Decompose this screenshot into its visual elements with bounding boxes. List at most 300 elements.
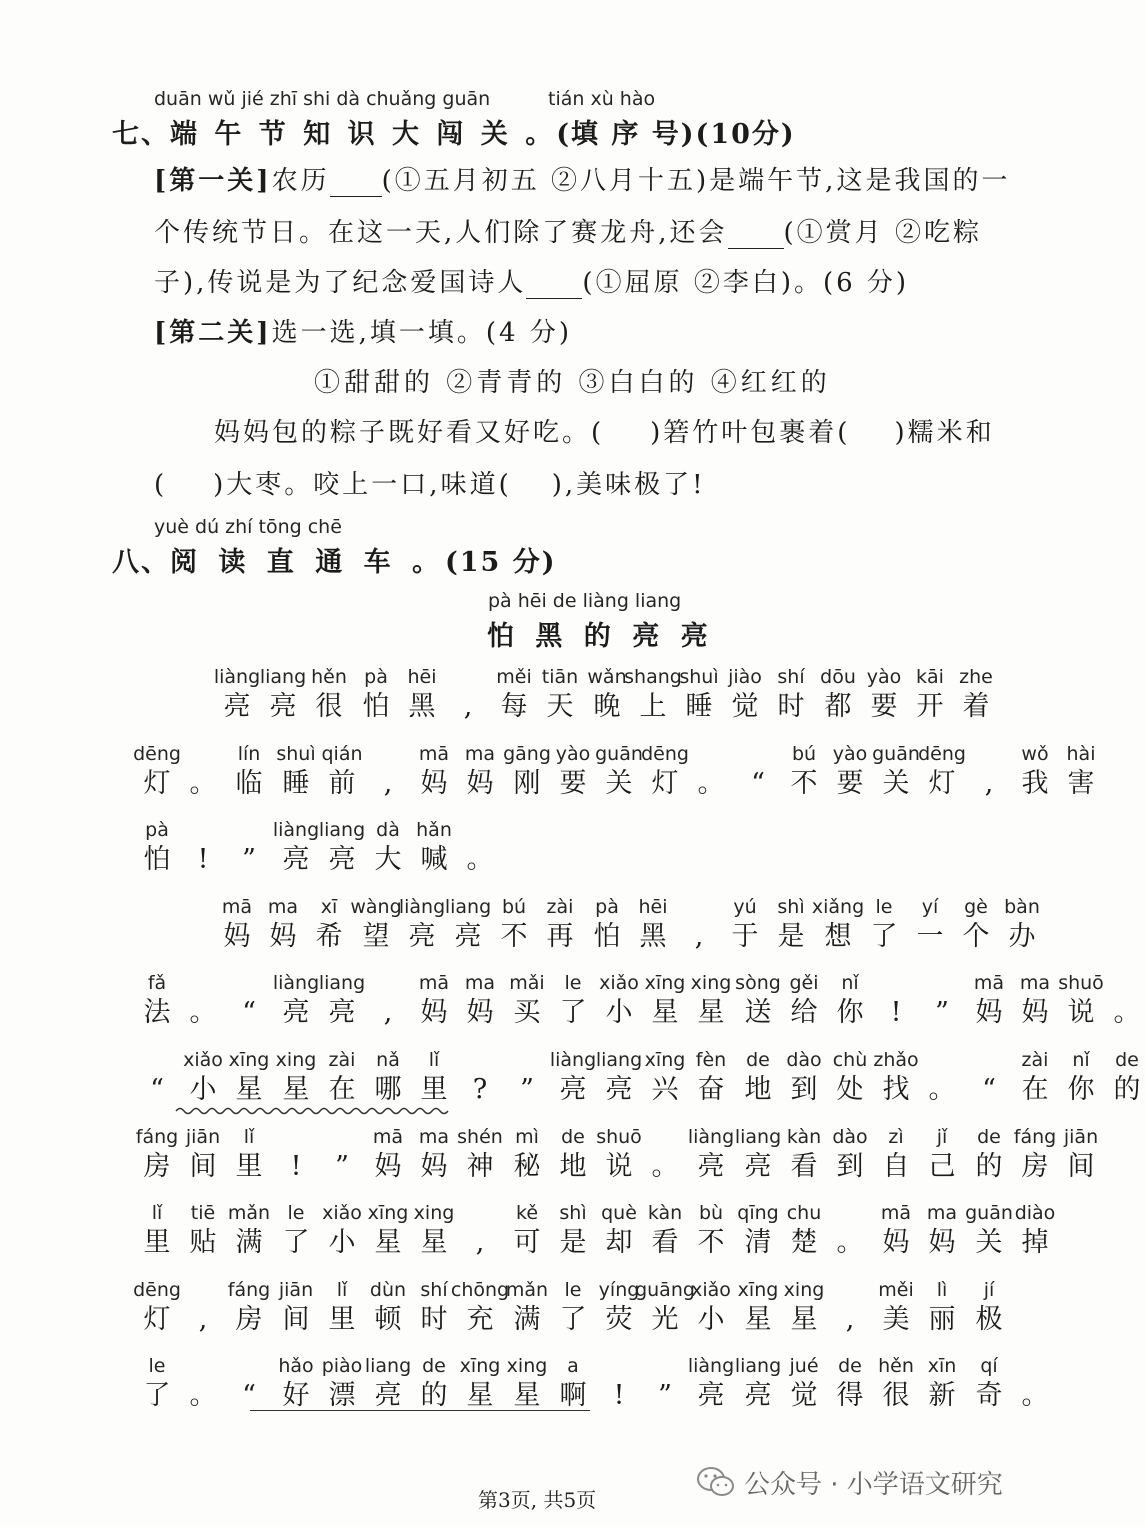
story-char: 到: [836, 1151, 864, 1182]
story-char: 房: [1021, 1151, 1049, 1182]
story-char: 新: [928, 1380, 956, 1411]
story-pinyin: xiǎo: [599, 972, 639, 994]
story-char: 。: [697, 768, 725, 799]
story-pinyin: xīng: [644, 972, 686, 994]
story-pinyin: zài: [546, 896, 574, 918]
story-pinyin: dēng: [918, 743, 966, 765]
story-char: 。: [189, 768, 217, 799]
story-pinyin: piào: [321, 1355, 363, 1377]
story-char: 楚: [790, 1227, 818, 1258]
story-pinyin: hēi: [407, 666, 437, 688]
story-pinyin-row: [0, 972, 1104, 998]
story-char: 大: [374, 844, 402, 875]
story-char: 开: [916, 691, 944, 722]
story-char: 要: [836, 768, 864, 799]
story-pinyin: chù: [832, 1049, 868, 1071]
level2-sentence1: 妈妈包的粽子既好看又好吃。( )箬竹叶包裹着( )糯米和: [214, 418, 995, 448]
story-char: !: [613, 1380, 625, 1411]
story-char: 妈: [374, 1151, 402, 1182]
story-pinyin: zhe: [959, 666, 993, 688]
story-pinyin: nǎ: [376, 1049, 400, 1071]
story-char: 间: [189, 1151, 217, 1182]
story-pinyin-row: [0, 1202, 1080, 1228]
story-pinyin: liàng: [272, 819, 320, 841]
story-pinyin: zài: [1021, 1049, 1049, 1071]
story-pinyin: dōu: [820, 666, 856, 688]
story-pinyin: liang: [595, 1049, 643, 1071]
story-pinyin: mì: [515, 1126, 539, 1148]
story-char: 妈: [420, 1151, 448, 1182]
story-char: 间: [1067, 1151, 1095, 1182]
story-char: 喊: [420, 844, 448, 875]
story-pinyin-row: [0, 1126, 1099, 1152]
story-char: 充: [466, 1304, 494, 1335]
story-char: 觉: [790, 1380, 818, 1411]
story-char: 。: [651, 1151, 679, 1182]
story-title-pinyin: pà hēi de liàng liang: [488, 590, 682, 612]
story-pinyin: bú: [501, 896, 527, 918]
story-char: 顿: [374, 1304, 402, 1335]
story-char: 办: [1008, 921, 1036, 952]
story-char: 怕: [593, 921, 621, 952]
story-char: 法: [143, 997, 171, 1028]
story-pinyin: jiān: [1063, 1126, 1099, 1148]
story-pinyin: shuì: [276, 743, 316, 765]
story-char: 想: [824, 921, 852, 952]
story-char: 神: [466, 1151, 494, 1182]
story-pinyin: dà: [376, 819, 400, 841]
story-char: 里: [328, 1304, 356, 1335]
story-pinyin: ma: [418, 1126, 450, 1148]
story-pinyin: mǎi: [509, 972, 545, 994]
story-char: 时: [420, 1304, 448, 1335]
story-char: 刚: [513, 768, 541, 799]
story-pinyin: xing: [783, 1279, 825, 1301]
story-text-row: [0, 1073, 1141, 1109]
answer-blank[interactable]: [526, 270, 582, 299]
story-pinyin: gè: [964, 896, 988, 918]
story-pinyin: gāng: [503, 743, 551, 765]
straight-underline: [250, 1410, 590, 1411]
story-char: 星: [744, 1304, 772, 1335]
story-pinyin: guān: [595, 743, 643, 765]
story-char: 找: [882, 1074, 910, 1105]
story-pinyin: xīng: [228, 1049, 270, 1071]
story-char: 送: [744, 997, 772, 1028]
answer-blank[interactable]: [728, 220, 784, 249]
story-pinyin: ma: [1019, 972, 1051, 994]
story-pinyin: mā: [221, 896, 253, 918]
story-pinyin: kàn: [647, 1202, 683, 1224]
story-char: 奇: [975, 1380, 1003, 1411]
story-char: 可: [513, 1227, 541, 1258]
story-char: 说: [605, 1151, 633, 1182]
story-pinyin: dùn: [369, 1279, 407, 1301]
story-pinyin: hǎo: [278, 1355, 314, 1377]
story-char: 妈: [882, 1227, 910, 1258]
story-char: 晚: [593, 691, 621, 722]
story-pinyin-row: [0, 819, 1080, 845]
story-char: 房: [143, 1151, 171, 1182]
story-char: 你: [836, 997, 864, 1028]
story-char: 天: [546, 691, 574, 722]
story-text-row: [0, 1226, 1080, 1262]
story-char: 里: [143, 1227, 171, 1258]
story-char: !: [197, 844, 209, 875]
story-text-row: [0, 920, 1080, 956]
story-char: 望: [362, 921, 390, 952]
story-char: 。: [1021, 1380, 1049, 1411]
story-char: “: [982, 1074, 996, 1105]
story-pinyin: mā: [973, 972, 1005, 994]
story-pinyin: fǎ: [147, 972, 167, 994]
story-char: 清: [744, 1227, 772, 1258]
story-pinyin: guāng: [635, 1279, 695, 1301]
story-pinyin: le: [875, 896, 893, 918]
story-pinyin: dào: [832, 1126, 868, 1148]
story-char: 星: [374, 1227, 402, 1258]
story-pinyin: fáng: [227, 1279, 271, 1301]
story-char: 丽: [928, 1304, 956, 1335]
story-pinyin: yú: [733, 896, 757, 918]
level1-line1: [第一关]农历 (①五月初五 ②八月十五)是端午节,这是我国的一: [154, 166, 1011, 196]
story-char: 了: [559, 997, 587, 1028]
story-pinyin: diào: [1014, 1202, 1056, 1224]
story-pinyin: kāi: [916, 666, 944, 688]
story-pinyin: měi: [878, 1279, 914, 1301]
story-pinyin: de: [746, 1049, 770, 1071]
story-pinyin: jiān: [278, 1279, 314, 1301]
story-char: 了: [559, 1304, 587, 1335]
story-char: 看: [790, 1151, 818, 1182]
story-pinyin: mā: [418, 743, 450, 765]
story-pinyin: yí: [921, 896, 939, 918]
story-pinyin: fáng: [1013, 1126, 1057, 1148]
story-char: 了: [870, 921, 898, 952]
story-char: 亮: [269, 691, 297, 722]
story-char: ”: [935, 997, 949, 1028]
story-pinyin: lǐ: [151, 1202, 163, 1224]
story-char: 妈: [975, 997, 1003, 1028]
story-char: 小: [605, 997, 633, 1028]
story-char: 到: [790, 1074, 818, 1105]
story-char: 亮: [408, 921, 436, 952]
story-char: “: [242, 1380, 256, 1411]
story-pinyin: liang: [318, 972, 366, 994]
story-char: 。: [189, 997, 217, 1028]
story-char: 亮: [374, 1380, 402, 1411]
level2-line: [第二关]选一选,填一填。(4 分): [154, 318, 572, 348]
story-pinyin: shí: [420, 1279, 448, 1301]
story-pinyin: shuō: [1058, 972, 1104, 994]
story-char: “: [150, 1074, 164, 1105]
story-char: 亮: [328, 997, 356, 1028]
story-char: !: [890, 997, 902, 1028]
story-pinyin: le: [564, 1279, 582, 1301]
section8-pinyin: yuè dú zhí tōng chē: [154, 516, 342, 538]
story-pinyin: nǐ: [1072, 1049, 1090, 1071]
wechat-logo-icon: [696, 1465, 736, 1499]
story-pinyin: jiào: [728, 666, 762, 688]
story-char: 在: [1021, 1074, 1049, 1105]
story-pinyin: de: [561, 1126, 585, 1148]
story-char: 黑: [408, 691, 436, 722]
story-pinyin: xīng: [644, 1049, 686, 1071]
story-pinyin: de: [977, 1126, 1001, 1148]
story-char: 星: [466, 1380, 494, 1411]
story-char: 看: [651, 1227, 679, 1258]
story-char: 睡: [685, 691, 713, 722]
story-char: ”: [242, 844, 256, 875]
wavy-underline: [176, 1106, 448, 1116]
story-pinyin: ma: [464, 972, 496, 994]
story-pinyin: xiǎo: [183, 1049, 223, 1071]
story-char: 亮: [744, 1151, 772, 1182]
story-pinyin: wǎn: [587, 666, 627, 688]
story-pinyin: yào: [866, 666, 902, 688]
story-pinyin: liàng: [398, 896, 446, 918]
story-char: 黑: [639, 921, 667, 952]
story-pinyin: hēi: [638, 896, 668, 918]
story-pinyin-row: [0, 666, 1080, 692]
story-char: 漂: [328, 1380, 356, 1411]
story-pinyin: liang: [444, 896, 492, 918]
story-char: 星: [420, 1227, 448, 1258]
story-pinyin: shì: [559, 1202, 587, 1224]
story-pinyin: shang: [624, 666, 682, 688]
level2-sentence2: ( )大枣。咬上一口,味道( ),美味极了!: [154, 470, 706, 500]
story-pinyin: shí: [777, 666, 805, 688]
story-text-row: [0, 1303, 1080, 1339]
story-pinyin: liang: [734, 1126, 782, 1148]
story-char: 亮: [282, 844, 310, 875]
story-char: 不: [500, 921, 528, 952]
story-pinyin: dēng: [641, 743, 689, 765]
story-pinyin: liang: [259, 666, 307, 688]
story-pinyin: de: [422, 1355, 446, 1377]
story-text-row: [0, 690, 1080, 726]
story-char: 时: [777, 691, 805, 722]
section7-heading: 七、端 午 节 知 识 大 闯 关 。(填 序 号)(10分): [112, 119, 796, 150]
story-char: 满: [235, 1227, 263, 1258]
story-pinyin: liàng: [687, 1355, 735, 1377]
story-char: ”: [658, 1380, 672, 1411]
story-char: 买: [513, 997, 541, 1028]
story-char: 睡: [282, 768, 310, 799]
story-pinyin: xing: [506, 1355, 548, 1377]
story-char: 再: [546, 921, 574, 952]
story-pinyin: jí: [983, 1279, 995, 1301]
story-char: 在: [328, 1074, 356, 1105]
story-char: 。: [836, 1227, 864, 1258]
story-char: 灯: [143, 768, 171, 799]
story-pinyin: xīng: [459, 1355, 501, 1377]
story-char: 星: [235, 1074, 263, 1105]
story-pinyin: le: [287, 1202, 305, 1224]
story-char: 要: [870, 691, 898, 722]
story-pinyin: xing: [413, 1202, 455, 1224]
story-char: 亮: [744, 1380, 772, 1411]
story-char: 妈: [466, 997, 494, 1028]
story-pinyin-row: [0, 896, 1080, 922]
story-pinyin: mā: [418, 972, 450, 994]
story-char: 给: [790, 997, 818, 1028]
story-char: “: [751, 768, 765, 799]
story-pinyin: a: [567, 1355, 579, 1377]
story-pinyin: fáng: [135, 1126, 179, 1148]
story-char: 灯: [651, 768, 679, 799]
story-char: 里: [420, 1074, 448, 1105]
story-pinyin: shuō: [596, 1126, 642, 1148]
answer-blank[interactable]: [330, 168, 382, 197]
story-char: 的: [420, 1380, 448, 1411]
story-pinyin: ma: [464, 743, 496, 765]
story-pinyin: tiān: [541, 666, 579, 688]
story-pinyin: bú: [791, 743, 817, 765]
story-char: 不: [697, 1227, 725, 1258]
story-pinyin: lín: [237, 743, 261, 765]
story-pinyin: qián: [321, 743, 363, 765]
story-char: 小: [328, 1227, 356, 1258]
story-pinyin: de: [1115, 1049, 1139, 1071]
story-char: 。: [189, 1380, 217, 1411]
story-pinyin: sòng: [735, 972, 781, 994]
story-char: 妈: [1021, 997, 1049, 1028]
story-char: 觉: [731, 691, 759, 722]
story-char: 亮: [697, 1151, 725, 1182]
story-char: 满: [513, 1304, 541, 1335]
story-char: 妈: [928, 1227, 956, 1258]
story-pinyin: hěn: [311, 666, 347, 688]
story-char: 亮: [223, 691, 251, 722]
story-pinyin-row: [0, 743, 1096, 769]
story-text-row: [0, 843, 1080, 879]
story-char: 于: [731, 921, 759, 952]
story-char: 妈: [223, 921, 251, 952]
story-char: 着: [962, 691, 990, 722]
story-pinyin: dēng: [133, 743, 181, 765]
story-pinyin: shén: [457, 1126, 503, 1148]
story-pinyin: pà: [145, 819, 169, 841]
story-char: 了: [282, 1227, 310, 1258]
story-char: 哪: [374, 1074, 402, 1105]
story-char: 害: [1067, 768, 1095, 799]
story-pinyin: hěn: [878, 1355, 914, 1377]
story-pinyin: lǐ: [243, 1126, 255, 1148]
story-pinyin: bù: [698, 1202, 724, 1224]
story-char: 美: [882, 1304, 910, 1335]
story-char: 的: [1113, 1074, 1141, 1105]
story-char: 房: [235, 1304, 263, 1335]
story-char: 荧: [605, 1304, 633, 1335]
story-pinyin: jiān: [185, 1126, 221, 1148]
story-char: 前: [328, 768, 356, 799]
story-char: ,: [475, 1227, 485, 1258]
story-pinyin: xīn: [927, 1355, 957, 1377]
level2-options: ①甜甜的 ②青青的 ③白白的 ④红红的: [314, 368, 831, 398]
story-text-row: [0, 996, 1141, 1032]
story-pinyin: ma: [926, 1202, 958, 1224]
story-char: 怕: [362, 691, 390, 722]
story-char: 光: [651, 1304, 679, 1335]
story-pinyin: le: [564, 972, 582, 994]
story-char: 灯: [928, 768, 956, 799]
story-pinyin: dào: [786, 1049, 822, 1071]
story-char: 关: [882, 768, 910, 799]
story-char: 妈: [269, 921, 297, 952]
story-pinyin: pà: [364, 666, 388, 688]
story-pinyin: zài: [328, 1049, 356, 1071]
story-char: 己: [928, 1151, 956, 1182]
story-char: 的: [975, 1151, 1003, 1182]
story-char: 贴: [189, 1227, 217, 1258]
story-char: 。: [928, 1074, 956, 1105]
story-pinyin: tiē: [190, 1202, 216, 1224]
story-char: 亮: [605, 1074, 633, 1105]
story-pinyin: hài: [1066, 743, 1096, 765]
story-pinyin: xing: [690, 972, 732, 994]
story-pinyin: liàng: [687, 1126, 735, 1148]
story-char: 都: [824, 691, 852, 722]
story-pinyin: kě: [515, 1202, 539, 1224]
story-pinyin: guān: [965, 1202, 1013, 1224]
story-char: 要: [559, 768, 587, 799]
story-title: 怕 黑 的 亮 亮: [487, 621, 714, 652]
story-pinyin: lǐ: [336, 1279, 348, 1301]
story-char: 兴: [651, 1074, 679, 1105]
story-pinyin: liang: [364, 1355, 412, 1377]
story-pinyin: pà: [595, 896, 619, 918]
story-char: ,: [463, 691, 473, 722]
story-char: 妈: [420, 768, 448, 799]
story-pinyin: xing: [275, 1049, 317, 1071]
story-pinyin: liang: [734, 1355, 782, 1377]
story-char: 里: [235, 1151, 263, 1182]
story-char: ?: [472, 1074, 488, 1105]
story-pinyin: xiǎo: [322, 1202, 362, 1224]
story-char: 亮: [282, 997, 310, 1028]
story-char: 亮: [559, 1074, 587, 1105]
story-pinyin: gěi: [789, 972, 819, 994]
story-pinyin: xiǎo: [691, 1279, 731, 1301]
story-char: 关: [605, 768, 633, 799]
story-char: 是: [777, 921, 805, 952]
story-char: 个: [962, 921, 990, 952]
story-char: 秘: [513, 1151, 541, 1182]
story-char: 得: [836, 1380, 864, 1411]
story-char: ,: [198, 1304, 208, 1335]
story-char: 每: [500, 691, 528, 722]
story-pinyin: chu: [786, 1202, 822, 1224]
story-char: 啊: [559, 1380, 587, 1411]
story-pinyin: xīng: [737, 1279, 779, 1301]
story-pinyin: mǎn: [505, 1279, 549, 1301]
story-pinyin: fèn: [695, 1049, 727, 1071]
story-char: 是: [559, 1227, 587, 1258]
story-char: 亮: [328, 844, 356, 875]
level1-line3: 子),传说是为了纪念爱国诗人 (①屈原 ②李白)。(6 分): [154, 268, 910, 298]
story-pinyin: shuì: [679, 666, 719, 688]
story-pinyin: zhǎo: [873, 1049, 919, 1071]
story-pinyin: měi: [496, 666, 532, 688]
story-pinyin: jǐ: [936, 1126, 948, 1148]
story-pinyin-row: [0, 1355, 1080, 1381]
story-char: 奋: [697, 1074, 725, 1105]
story-pinyin: liang: [318, 819, 366, 841]
story-char: 一: [916, 921, 944, 952]
story-pinyin: què: [601, 1202, 637, 1224]
story-char: 希: [315, 921, 343, 952]
